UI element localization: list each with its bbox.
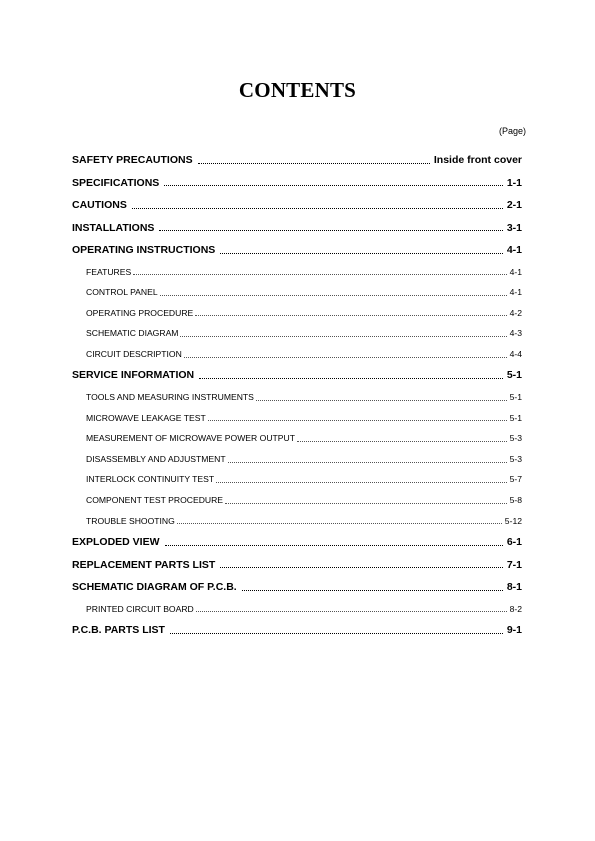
toc-entry-page: 8-2 <box>509 603 522 614</box>
toc-entry-operating-instructions <box>72 239 522 262</box>
toc-entry-label: FEATURES <box>86 266 132 277</box>
toc-entry-label: SAFETY PRECAUTIONS <box>72 154 193 166</box>
dot-leader <box>133 274 506 275</box>
toc-subentry-printed-circuit-board <box>72 599 522 620</box>
dot-leader <box>256 400 507 401</box>
toc-entry-label: INTERLOCK CONTINUITY TEST <box>86 474 215 485</box>
toc-entry-label: SERVICE INFORMATION <box>72 369 195 382</box>
toc-subentry-component-test-procedure <box>72 490 522 511</box>
toc-entry-cautions <box>72 194 522 217</box>
dot-leader <box>132 208 503 209</box>
toc-entry-page: 4-1 <box>509 287 522 298</box>
toc-entry-page: 4-4 <box>509 348 522 359</box>
toc-subentry-features <box>72 262 522 283</box>
toc-entry-page: 5-1 <box>509 391 522 402</box>
table-of-contents <box>72 149 522 642</box>
dot-leader <box>159 230 502 231</box>
toc-entry-exploded-view <box>72 531 522 554</box>
page-title: CONTENTS <box>238 78 357 102</box>
toc-entry-label: SCHEMATIC DIAGRAM OF P.C.B. <box>72 581 237 594</box>
toc-subentry-disassembly-and-adjustment <box>72 449 522 470</box>
toc-entry-page: 8-1 <box>506 581 522 594</box>
dot-leader <box>208 420 507 421</box>
toc-entry-label: CIRCUIT DESCRIPTION <box>86 348 182 359</box>
toc-entry-page: 4-1 <box>509 266 522 277</box>
toc-entry-page: 9-1 <box>506 624 522 637</box>
dot-leader <box>165 545 503 546</box>
dot-leader <box>220 253 503 254</box>
toc-entry-pcb-parts-list <box>72 619 522 642</box>
toc-entry-label: TROUBLE SHOOTING <box>86 515 175 526</box>
toc-subentry-circuit-description <box>72 344 522 365</box>
toc-subentry-interlock-continuity-test <box>72 469 522 490</box>
toc-subentry-microwave-leakage-test <box>72 408 522 429</box>
toc-entry-label: EXPLODED VIEW <box>72 536 160 549</box>
toc-subentry-tools-and-measuring-instruments <box>72 387 522 408</box>
dot-leader <box>184 357 507 358</box>
toc-entry-replacement-parts-list <box>72 554 522 577</box>
toc-entry-page: 4-1 <box>506 244 522 256</box>
toc-entry-page: 3-1 <box>506 221 522 234</box>
toc-entry-page: 5-1 <box>506 369 522 382</box>
toc-entry-page: 6-1 <box>506 536 522 549</box>
toc-subentry-control-panel <box>72 282 522 303</box>
dot-leader <box>196 611 507 612</box>
toc-entry-label: TOOLS AND MEASURING INSTRUMENTS <box>86 391 254 402</box>
toc-entry-label: SPECIFICATIONS <box>72 176 160 189</box>
dot-leader <box>220 567 503 568</box>
dot-leader <box>195 315 506 316</box>
toc-entry-service-information <box>72 364 522 387</box>
toc-entry-label: REPLACEMENT PARTS LIST <box>72 558 216 571</box>
toc-entry-page: 2-1 <box>506 199 522 211</box>
page-column-label: (Page) <box>498 126 526 136</box>
toc-entry-page: 5-3 <box>509 453 522 464</box>
toc-entry-label: SCHEMATIC DIAGRAM <box>86 328 179 339</box>
toc-entry-label: P.C.B. PARTS LIST <box>72 624 165 637</box>
dot-leader <box>164 185 503 186</box>
toc-entry-label: INSTALLATIONS <box>72 221 155 234</box>
dot-leader <box>198 163 430 164</box>
toc-entry-page: 4-3 <box>509 328 522 339</box>
toc-entry-page: 5-8 <box>509 494 522 505</box>
toc-subentry-operating-procedure <box>72 303 522 324</box>
toc-entry-label: PRINTED CIRCUIT BOARD <box>86 603 194 614</box>
toc-entry-page: 7-1 <box>506 558 522 571</box>
toc-entry-safety-precautions <box>72 149 522 172</box>
toc-entry-page: 5-7 <box>509 474 522 485</box>
dot-leader <box>242 590 503 591</box>
toc-entry-page: 5-1 <box>509 412 522 423</box>
toc-entry-label: CAUTIONS <box>72 199 127 211</box>
toc-entry-page: 4-2 <box>509 307 522 318</box>
dot-leader <box>180 336 506 337</box>
toc-subentry-schematic-diagram <box>72 323 522 344</box>
toc-entry-label: MEASUREMENT OF MICROWAVE POWER OUTPUT <box>86 433 295 444</box>
toc-entry-label: CONTROL PANEL <box>86 287 158 298</box>
dot-leader <box>216 482 506 483</box>
toc-entry-specifications <box>72 172 522 195</box>
toc-entry-page: 5-3 <box>509 433 522 444</box>
toc-entry-label: OPERATING PROCEDURE <box>86 307 194 318</box>
toc-entry-page: Inside front cover <box>433 154 522 166</box>
toc-subentry-measurement-of-microwave-power-output <box>72 428 522 449</box>
toc-entry-schematic-diagram-of-pcb <box>72 576 522 599</box>
toc-subentry-trouble-shooting <box>72 511 522 532</box>
dot-leader <box>160 295 507 296</box>
toc-entry-installations <box>72 217 522 240</box>
toc-entry-page: 5-12 <box>504 515 522 526</box>
toc-entry-page: 1-1 <box>506 176 522 189</box>
dot-leader <box>170 633 503 634</box>
toc-entry-label: MICROWAVE LEAKAGE TEST <box>86 412 206 423</box>
toc-entry-label: DISASSEMBLY AND ADJUSTMENT <box>86 453 226 464</box>
dot-leader <box>297 441 507 442</box>
dot-leader <box>225 503 507 504</box>
toc-entry-label: OPERATING INSTRUCTIONS <box>72 244 216 256</box>
dot-leader <box>199 378 503 379</box>
toc-entry-label: COMPONENT TEST PROCEDURE <box>86 494 224 505</box>
dot-leader <box>177 523 502 524</box>
dot-leader <box>228 462 507 463</box>
